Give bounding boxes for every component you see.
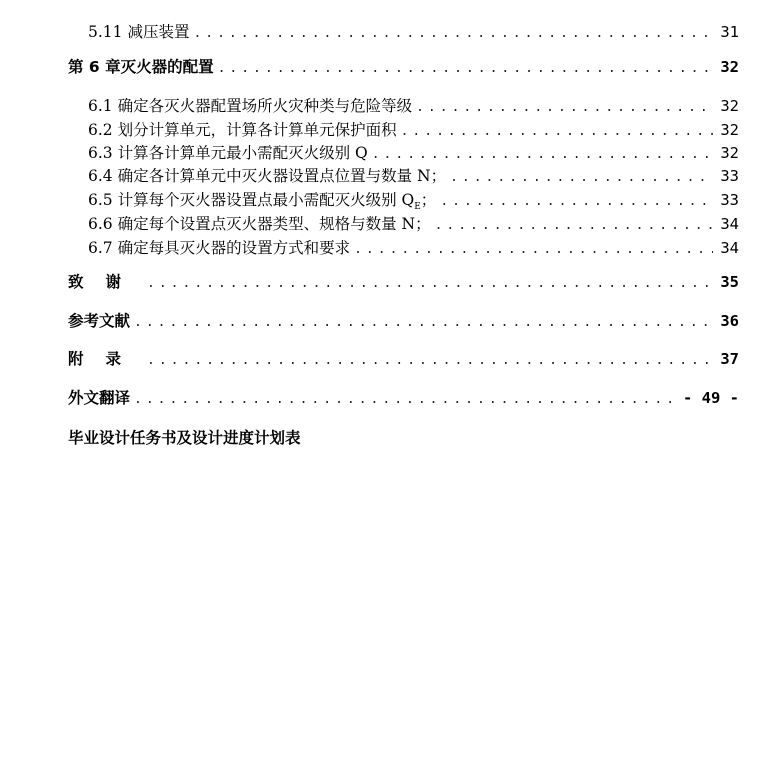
toc-entry-label: 第 6 章灭火器的配置	[68, 58, 214, 76]
dot-leader	[218, 61, 713, 76]
toc-entry-label: 外文翻译	[68, 389, 131, 407]
toc-entry-label: 6.2 划分计算单元，计算各计算单元保护面积	[88, 121, 397, 139]
dot-leader	[401, 124, 713, 139]
dot-leader	[147, 353, 713, 368]
toc-entry-page: - 49 -	[683, 389, 739, 407]
toc-entry-label: 6.1 确定各灭火器配置场所火灾种类与危险等级	[88, 97, 413, 115]
dot-leader	[134, 315, 713, 330]
dot-leader	[354, 242, 713, 257]
toc-entry-page: 32	[720, 144, 739, 162]
toc-entry-6-7[interactable]	[88, 236, 739, 258]
toc-entry-page: 31	[720, 23, 739, 41]
toc-entry-page: 33	[720, 191, 739, 209]
toc-entry-6-2[interactable]	[88, 118, 739, 140]
toc-entry-label: 6.6 确定每个设置点灭火器类型、规格与数量 N；	[88, 215, 431, 233]
toc-entry-references[interactable]	[68, 309, 739, 331]
toc-entry-page: 37	[720, 350, 739, 368]
toc-entry-page: 32	[720, 121, 739, 139]
toc-entry-page: 33	[720, 167, 739, 185]
dot-leader	[372, 147, 713, 162]
dot-leader	[435, 218, 713, 233]
toc-entry-5-11[interactable]	[88, 20, 739, 42]
toc-entry-label: 附录	[68, 350, 144, 368]
toc-entry-label: 6.5 计算每个灭火器设置点最小需配灭火级别 $Q_E$；	[88, 191, 437, 213]
toc-entry-translation[interactable]	[68, 386, 739, 408]
dot-leader	[147, 276, 713, 291]
toc-entry-6-6[interactable]	[88, 212, 739, 234]
dot-leader	[193, 26, 713, 41]
dot-leader	[440, 194, 713, 209]
toc-entry-page: 34	[720, 215, 739, 233]
toc-entry-page: 36	[720, 312, 739, 330]
toc-entry-page: 32	[720, 58, 739, 76]
toc-entry-6-4[interactable]	[88, 164, 739, 186]
toc-entry-label: 致谢	[68, 273, 144, 291]
toc-entry-acknowledgements[interactable]	[68, 270, 739, 292]
toc-entry-6-3[interactable]	[88, 141, 739, 163]
toc-entry-label: 6.4 确定各计算单元中灭火器设置点位置与数量 N；	[88, 167, 447, 185]
toc-entry-task-book[interactable]	[68, 426, 301, 448]
toc-entry-page: 34	[720, 239, 739, 257]
toc-entry-chapter-6[interactable]	[68, 55, 739, 77]
toc-entry-6-1[interactable]	[88, 94, 739, 116]
toc-entry-label: 毕业设计任务书及设计进度计划表	[68, 429, 301, 447]
toc-entry-page: 35	[720, 273, 739, 291]
toc-entry-label: 6.3 计算各计算单元最小需配灭火级别 Q	[88, 144, 368, 162]
toc-entry-label: 参考文献	[68, 312, 131, 330]
toc-entry-label: 5.11 减压装置	[88, 23, 190, 41]
toc-entry-label: 6.7 确定每具灭火器的设置方式和要求	[88, 239, 351, 257]
toc-entry-appendix[interactable]	[68, 347, 739, 369]
dot-leader	[134, 392, 679, 407]
dot-leader	[416, 100, 713, 115]
toc-entry-6-5[interactable]	[88, 188, 739, 212]
toc-entry-page: 32	[720, 97, 739, 115]
dot-leader	[450, 170, 713, 185]
